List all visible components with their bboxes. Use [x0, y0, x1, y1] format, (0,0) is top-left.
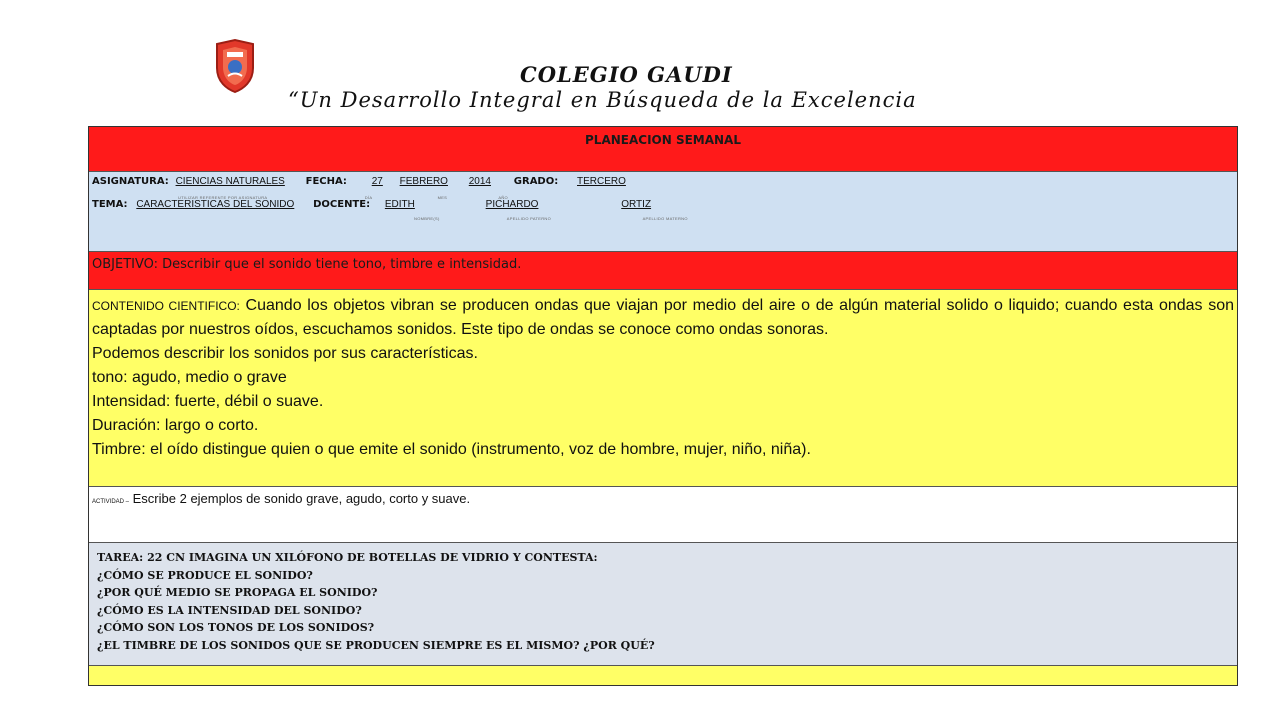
content-line: Intensidad: fuerte, débil o suave. [92, 393, 324, 410]
weekly-plan-table [88, 126, 1238, 686]
objective-text: OBJETIVO: Describir que el sonido tiene tono, timbre e intensidad. [92, 257, 522, 272]
content-row [89, 290, 1237, 487]
activity-label: ACTIVIDAD – [92, 499, 130, 505]
plan-title-row [89, 127, 1237, 172]
hint-materno: APELLIDO MATERNO [642, 216, 688, 221]
fecha-mes: FEBRERO [399, 176, 448, 187]
plan-info-row [89, 172, 1237, 252]
footer-row [89, 666, 1237, 685]
task-question: ¿EL TIMBRE DE LOS SONIDOS QUE SE PRODUCEN SIEMPRE ES EL MISMO? ¿POR QUÉ? [97, 638, 655, 652]
asignatura-value: CIENCIAS NATURALES [175, 176, 285, 187]
hint-dia: DÍA [364, 195, 373, 200]
task-title: TAREA: 22 CN IMAGINA UN XILÓFONO DE BOTELLAS DE VIDRIO Y CONTESTA: [97, 551, 598, 564]
fecha-dia: 27 [371, 176, 383, 187]
school-motto: “Un Desarrollo Integral en Búsqueda de la Excelencia [288, 88, 917, 112]
docente-materno: ORTIZ [621, 199, 652, 210]
plan-title: PLANEACION SEMANAL [585, 133, 741, 147]
tema-value: CARACTERISTICAS DEL SONIDO [136, 199, 295, 210]
hint-anio: AÑO [498, 195, 508, 200]
asignatura-label: ASIGNATURA: [92, 176, 169, 187]
docente-nombre: EDITH [384, 199, 415, 210]
hint-asignatura: UTILIZAR REFERENTE POR ASIGNATURA [178, 195, 268, 200]
activity-row [89, 487, 1237, 543]
objective-row [89, 252, 1237, 290]
school-crest-icon [212, 38, 258, 94]
content-line: tono: agudo, medio o grave [92, 369, 287, 386]
docente-paterno: PICHARDO [485, 199, 539, 210]
grado-value: TERCERO [577, 176, 626, 187]
docente-label: DOCENTE: [313, 199, 371, 210]
task-row [89, 543, 1237, 666]
content-intro-paragraph [92, 294, 1234, 342]
content-label: CONTENIDO CIENTIFICO: [92, 299, 240, 313]
task-question: ¿POR QUÉ MEDIO SE PROPAGA EL SONIDO? [97, 586, 378, 599]
content-line: Timbre: el oído distingue quien o que emite el sonido (instrumento, voz de hombre, mujer, niño, niña). [92, 441, 811, 458]
tema-label: TEMA: [92, 199, 128, 210]
task-question: ¿CÓMO SE PRODUCE EL SONIDO? [97, 568, 313, 582]
content-intro: Cuando los objetos vibran se producen ondas que viajan por medio del aire o de algún material solido o liquido; cuando esta ondas son captadas por nuestros oídos, escuchamos sonidos. Este tipo de ondas se conoce como ondas sonoras. [92, 297, 1235, 338]
activity-text: Escribe 2 ejemplos de sonido grave, agudo, corto y suave. [132, 491, 471, 506]
task-question: ¿CÓMO ES LA INTENSIDAD DEL SONIDO? [97, 603, 362, 617]
task-question: ¿CÓMO SON LOS TONOS DE LOS SONIDOS? [97, 621, 375, 634]
content-line: Duración: largo o corto. [92, 417, 259, 434]
school-name: COLEGIO GAUDI [520, 62, 733, 87]
fecha-label: FECHA: [305, 176, 347, 187]
hint-paterno: APELLIDO PATERNO [506, 216, 551, 221]
content-line: Podemos describir los sonidos por sus características. [92, 345, 478, 362]
fecha-anio: 2014 [468, 176, 491, 187]
grado-label: GRADO: [513, 176, 559, 187]
hint-mes: MES [437, 195, 448, 200]
hint-nombre: NOMBRE(S) [414, 216, 440, 221]
